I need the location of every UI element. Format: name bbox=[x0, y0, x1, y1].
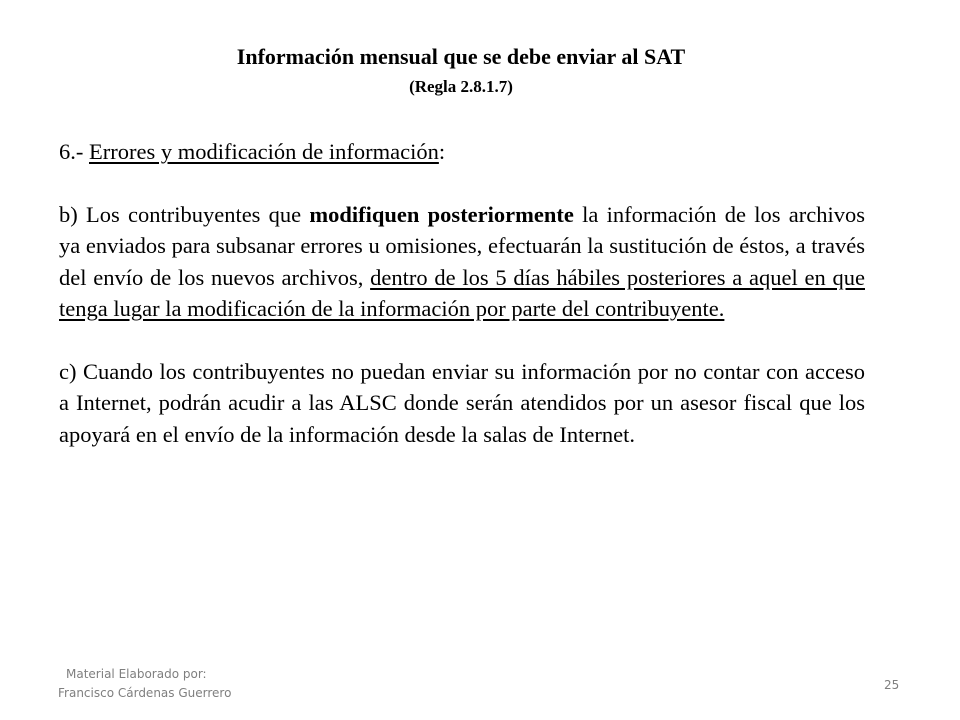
paragraph-b-text-2: la información de los archivos ya enviados para subsanar errores u omisiones, efectuarán la sustitución de éstos, a través del envío de los nuevos archivos, bbox=[59, 201, 865, 290]
slide-subtitle: (Regla 2.8.1.7) bbox=[409, 77, 513, 96]
paragraph-c: c) Cuando los contribuyentes no puedan enviar su información por no contar con acceso a Internet, podrán acudir a las ALSC donde serán atendidos por un asesor fiscal que los apoyará en el envío de la información desde la salas de Internet. bbox=[59, 358, 865, 447]
page-number: 25 bbox=[884, 678, 900, 692]
slide-title: Información mensual que se debe enviar al SAT bbox=[236, 44, 686, 69]
footer-line-2: Francisco Cárdenas Guerrero bbox=[58, 686, 232, 700]
paragraph-b bbox=[59, 199, 865, 325]
section-colon: : bbox=[438, 139, 446, 164]
paragraph-b-text-1: b) Los contribuyentes que bbox=[59, 201, 310, 227]
section-heading bbox=[59, 136, 865, 168]
section-number: 6.- bbox=[59, 139, 89, 164]
slide-body bbox=[59, 136, 865, 450]
paragraph-b-bold: modifiquen posteriormente bbox=[309, 201, 574, 227]
paragraph-b-underlined: dentro de los 5 días hábiles posteriores a aquel en que tenga lugar la modificación de la información por parte del contribuyente. bbox=[59, 264, 865, 321]
footer-line-1: Material Elaborado por: bbox=[66, 667, 207, 681]
footer-credit bbox=[58, 665, 231, 703]
section-label: Errores y modificación de información bbox=[89, 139, 439, 164]
